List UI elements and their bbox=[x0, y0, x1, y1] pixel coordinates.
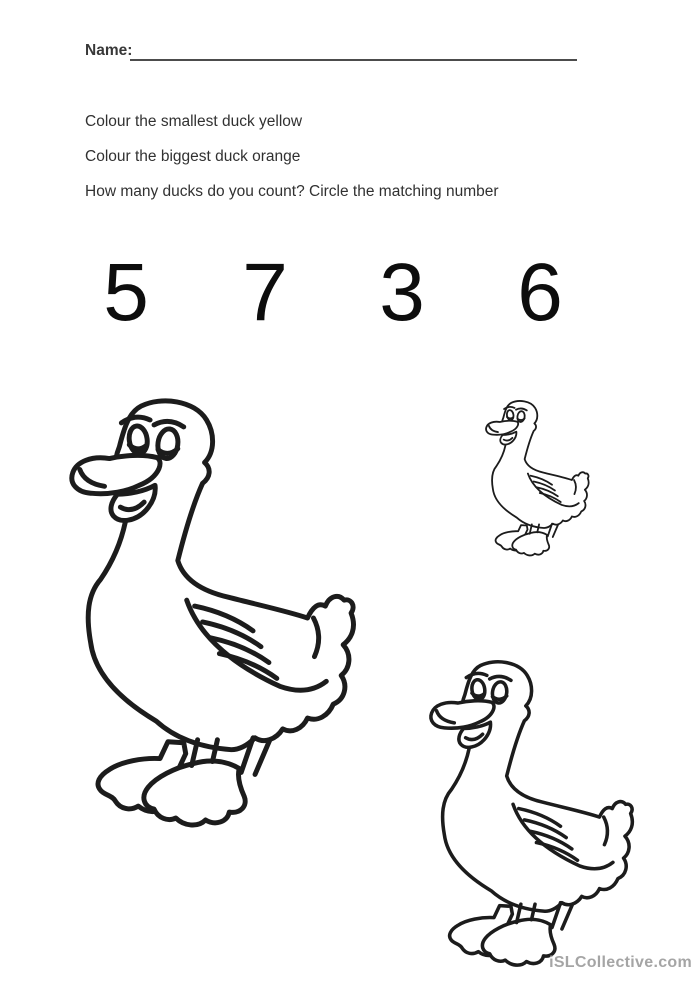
instruction-colour-smallest: Colour the smallest duck yellow bbox=[85, 113, 303, 130]
number-choice-3[interactable]: 3 bbox=[379, 247, 425, 338]
name-label: Name: bbox=[85, 42, 133, 59]
number-choice-5[interactable]: 5 bbox=[103, 247, 149, 338]
duck-small-image[interactable] bbox=[481, 398, 591, 561]
name-blank-line[interactable] bbox=[130, 44, 577, 61]
instruction-colour-biggest: Colour the biggest duck orange bbox=[85, 148, 301, 165]
duck-medium-image[interactable] bbox=[421, 656, 637, 976]
instruction-count-ducks: How many ducks do you count? Circle the matching number bbox=[85, 183, 499, 200]
islcollective-watermark: iSLCollective.com bbox=[549, 954, 692, 971]
instructions-block bbox=[85, 104, 499, 209]
number-choice-7[interactable]: 7 bbox=[242, 247, 288, 338]
number-choice-6[interactable]: 6 bbox=[517, 247, 563, 338]
duck-large-image[interactable] bbox=[58, 393, 360, 840]
